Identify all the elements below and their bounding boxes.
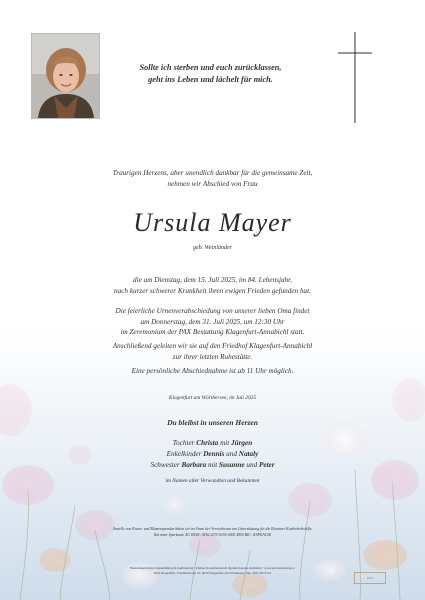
mourner-row (0, 460, 425, 471)
donation-line: Anstelle von Kranz- und Blumenspenden bitten wir im Sinne der Verstorbenen um Unterstützung für die Kärntner Kinderkrebshilfe, (112, 527, 313, 531)
viewing-info: Eine persönliche Abschiednahme ist ab 11 Uhr möglich. (131, 367, 294, 375)
mourner-relation: Tochter (172, 439, 197, 447)
quote-line: Sollte ich sterben und euch zurücklassen, (139, 63, 282, 72)
memorial-quote (108, 62, 313, 86)
death-notice-line: die am Dienstag, dem 15. Juli 2025, im 84. Lebensjahr, (133, 276, 292, 284)
intro-line: nehmen wir Abschied von Frau (167, 179, 258, 188)
burial-line: Anschließend geleiten wir sie auf den Friedhof Klagenfurt-Annabichl (112, 342, 313, 350)
burial-info (0, 341, 425, 362)
ceremony-line: Die feierliche Urnenverabschiedung von unserer lieben Oma findet (115, 307, 310, 315)
birth-name: geb. Weinländer (192, 245, 233, 251)
funeral-home-logo: PAX (354, 572, 386, 584)
portrait-photo (31, 33, 100, 119)
mourner-name: Nataly (238, 450, 259, 458)
intro-line: Traurigen Herzens, aber unendlich dankbar für die gemeinsame Zeit, (112, 169, 313, 177)
ceremony-line: am Donnerstag, dem 31. Juli 2025, um 12:30 Uhr (140, 317, 285, 326)
mourner-conjunction: und (224, 450, 239, 458)
mourner-relation: Enkelkinder (166, 450, 204, 458)
mourner-row (0, 449, 425, 460)
mourner-conjunction: und (244, 461, 259, 469)
mourner-relation: Schwester (150, 461, 182, 469)
place-date: Klagenfurt am Wörthersee, im Juli 2025 (168, 395, 257, 401)
intro-text (0, 168, 425, 189)
mourners-list (0, 438, 425, 471)
mourner-name: Barbara (181, 461, 207, 469)
ceremony-line: im Zeremonium der PAX Bestattung Klagenfurt-Annabichl statt. (120, 328, 305, 336)
mourner-conjunction: mit (206, 461, 219, 469)
death-notice-line: nach kurzer schwerer Krankheit ihren ewigen Frieden gefunden hat. (114, 286, 311, 295)
mourner-conjunction: mit (218, 439, 232, 447)
ceremony-info (0, 306, 425, 338)
quote-line: geht ins Leben und lächelt für mich. (148, 75, 273, 84)
donation-note (0, 527, 425, 538)
death-notice (0, 275, 425, 296)
mourner-name: Jürgen (231, 439, 253, 447)
mourner-name: Peter (258, 461, 275, 469)
donation-line: Kärntner Sparkasse AG IBAN: AT62 2070 6050 0000 4809 BIC: KSPKAT2K (153, 532, 272, 537)
footer-line: PAX Klagenfurt, Friedhofstraße 10, 9020 Klagenfurt am Wörthersee, Tel.: 050 190-5741 (153, 570, 272, 575)
mourner-row (0, 438, 425, 449)
cross-icon (335, 30, 375, 125)
deceased-name: Ursula Mayer (133, 208, 292, 237)
mourner-name: Christa (196, 439, 219, 447)
mourner-name: Susanne (218, 461, 245, 469)
burial-line: zur ihrer letzten Ruhestätte. (172, 352, 253, 361)
mourner-name: Dennis (203, 450, 225, 458)
all-family-line: im Namen aller Verwandten und Bekannten (165, 478, 260, 484)
heart-line: Du bleibst in unseren Herzen (167, 418, 258, 427)
footer-line: Bestattungsinstitut Ansammlung & Aufbahrung • Online Kondolenzen & digitale Kerzen anzünden • www.pax-bestattung.at (130, 566, 295, 570)
